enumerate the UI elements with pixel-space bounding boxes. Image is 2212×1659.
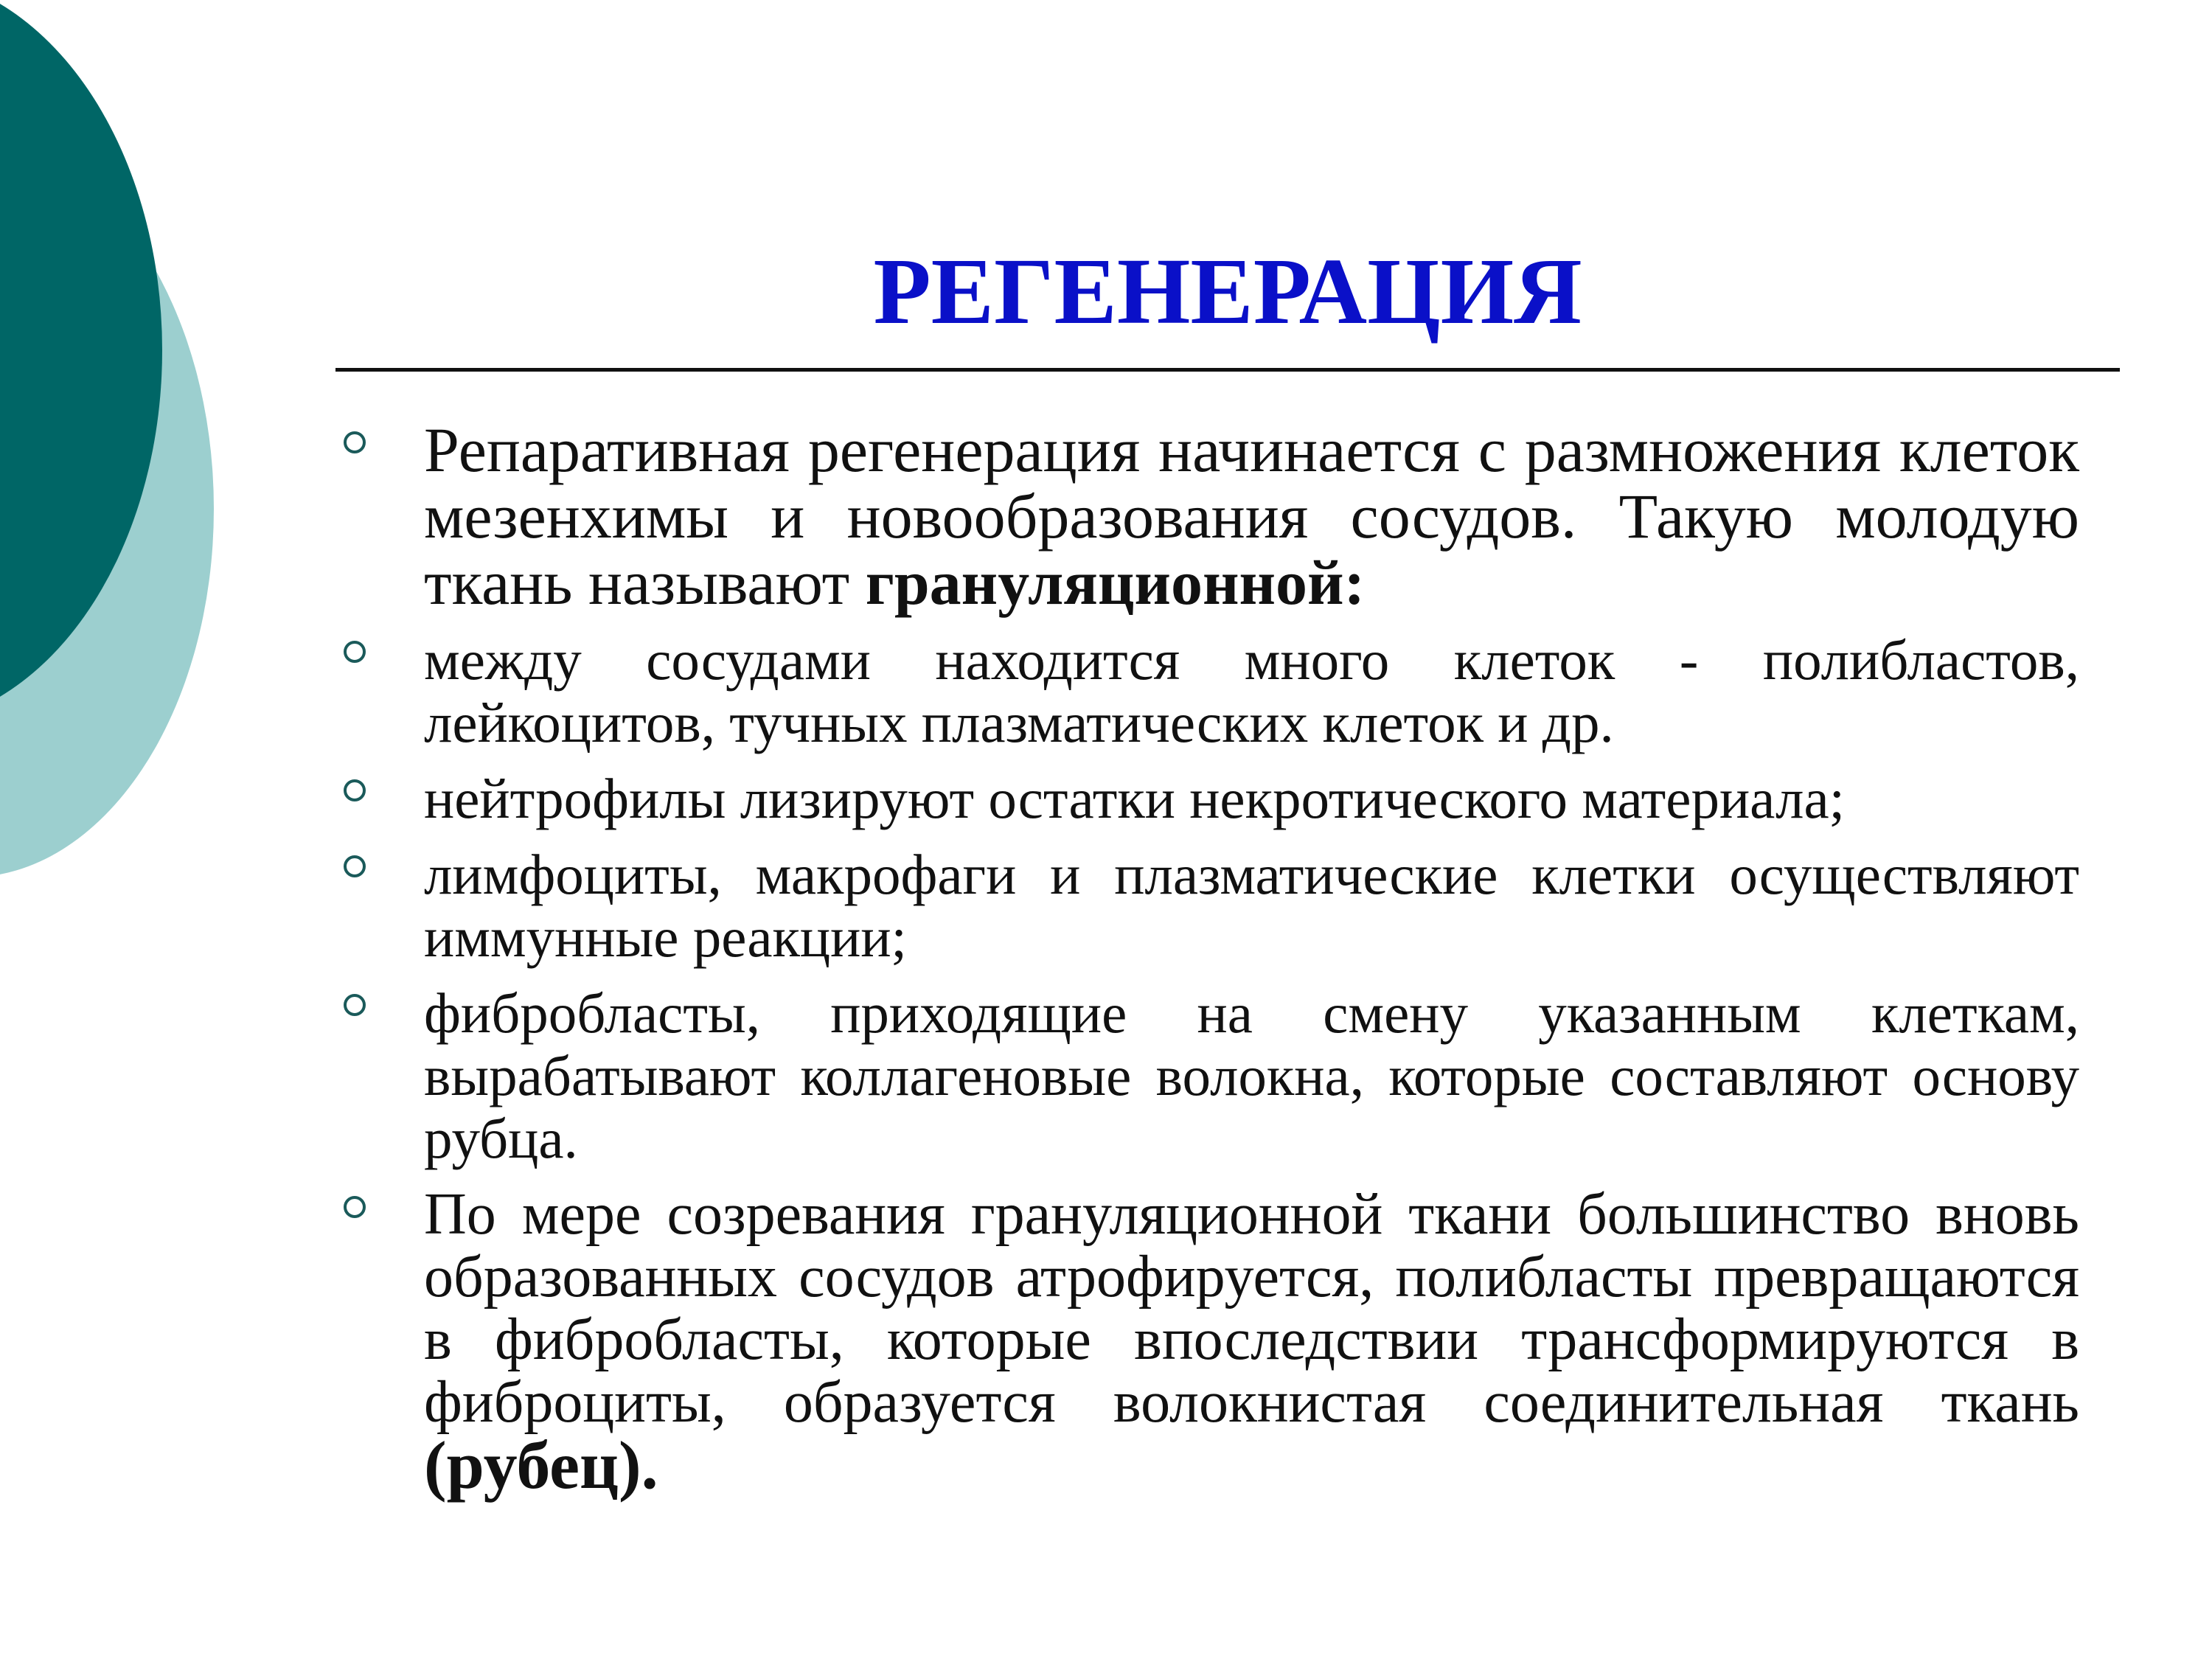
bullet-text: лимфоциты, макрофаги и плазматические клетки осуществляют иммунные реакции; [424, 843, 2079, 969]
list-item [339, 982, 2079, 1170]
bullet-text: фибробласты, приходящие на смену указанным клеткам, вырабатывают коллагеновые волокна, которые составляют основу рубца. [424, 981, 2079, 1170]
bullet-list [339, 414, 2079, 1503]
slide-title: РЕГЕНЕРАЦИЯ [873, 239, 1582, 344]
hollow-circle-bullet-icon [344, 855, 366, 877]
hollow-circle-bullet-icon [344, 779, 366, 801]
bullet-text: По мере созревания грануляционной ткани большинство вновь образованных сосудов атрофируется, полибласты превращаются в фибробласты, которые впоследствии трансформируются в фиброциты, образуется волокнистая соединительная ткань [424, 1182, 2079, 1435]
bullet-emphasis: грануляционной: [865, 547, 1366, 618]
list-item [339, 629, 2079, 754]
list-item [339, 1182, 2079, 1503]
bullet-text: Репаративная регенерация начинается с размножения клеток мезенхимы и новообразования сосудов. Такую молодую ткань называют [424, 414, 2079, 618]
bullet-text: нейтрофилы лизируют остатки некротического материала; [424, 767, 1846, 830]
list-item [339, 844, 2079, 969]
hollow-circle-bullet-icon [344, 994, 366, 1016]
bullet-text: между сосудами находится много клеток - полибластов, лейкоцитов, тучных плазматических клеток и др. [424, 628, 2079, 754]
hollow-circle-bullet-icon [344, 431, 366, 453]
hollow-circle-bullet-icon [344, 641, 366, 663]
list-item [339, 768, 2079, 830]
bullet-emphasis: (рубец). [424, 1427, 658, 1503]
title-divider [335, 368, 2120, 372]
list-item [339, 414, 2079, 618]
hollow-circle-bullet-icon [344, 1196, 366, 1218]
